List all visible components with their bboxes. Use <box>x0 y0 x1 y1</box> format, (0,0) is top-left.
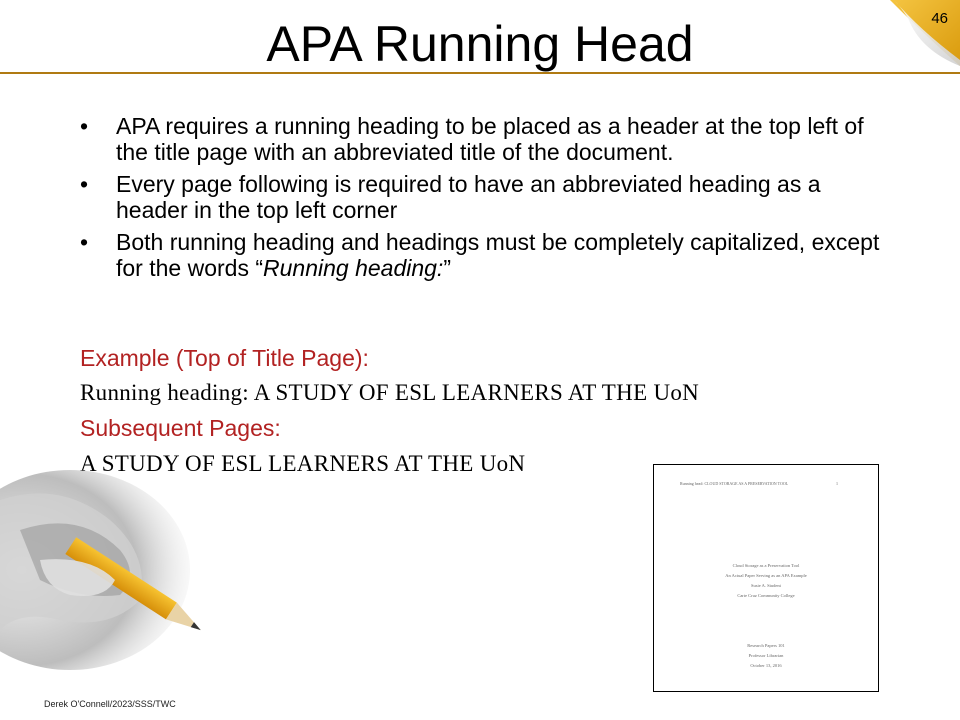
sample-title-block <box>654 561 878 601</box>
bullet-dot-icon: • <box>80 229 89 255</box>
bullet-text <box>116 229 879 281</box>
sample-title-line: Cloud Storage as a Preservation Tool <box>732 563 800 568</box>
bullet-item <box>80 113 880 165</box>
sample-page-number: 1 <box>836 481 838 486</box>
slide-number: 46 <box>931 10 948 27</box>
bullet-text-after: ” <box>443 255 451 281</box>
bullet-text-italic: Running heading: <box>263 255 444 281</box>
title-divider <box>0 72 960 74</box>
subsequent-running-head: A STUDY OF ESL LEARNERS AT THE UoN <box>80 451 526 476</box>
bullet-list <box>80 113 880 287</box>
bullet-text-before: Both running heading and headings must be completely capitalized, except for the words “ <box>116 229 880 281</box>
sample-footer-line: Professor Librarian <box>748 653 784 658</box>
sample-title-line: Carte Cruz Community College <box>737 593 795 598</box>
sample-title-line: An Actual Paper Serving as an APA Example <box>725 573 807 578</box>
slide-title: APA Running Head <box>266 16 694 72</box>
bullet-item <box>80 171 880 223</box>
subsequent-label: Subsequent Pages: <box>80 415 281 441</box>
bullet-text: Every page following is required to have an abbreviated heading as a header in the top left corner <box>116 171 821 223</box>
sample-footer-line: Research Papers 101 <box>747 643 785 648</box>
bullet-item <box>80 229 880 281</box>
example-label: Example (Top of Title Page): <box>80 345 369 371</box>
bullet-dot-icon: • <box>80 171 89 197</box>
sample-running-head: Running head: CLOUD STORAGE AS A PRESERVATION TOOL <box>680 481 789 486</box>
slide-footer: Derek O'Connell/2023/SSS/TWC <box>44 699 176 709</box>
sample-title-page <box>653 464 879 692</box>
bullet-text: APA requires a running heading to be placed as a header at the top left of the title page with an abbreviated title of the document. <box>116 113 864 165</box>
sample-title-line: Susie A. Student <box>751 583 781 588</box>
sample-footer-line: October 13, 2016 <box>750 663 782 668</box>
hand-pencil-image <box>0 460 260 700</box>
bullet-dot-icon: • <box>80 113 89 139</box>
sample-footer-block <box>654 641 878 671</box>
example-running-head: Running heading: A STUDY OF ESL LEARNERS AT THE UoN <box>80 380 700 405</box>
